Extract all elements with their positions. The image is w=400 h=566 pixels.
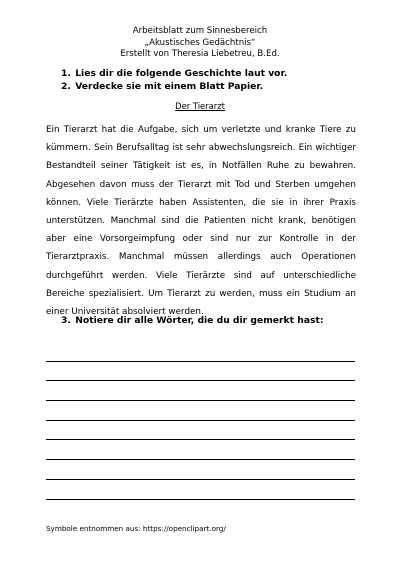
answer-line[interactable] xyxy=(46,401,355,421)
answer-line[interactable] xyxy=(46,362,355,382)
story-text: Ein Tierarzt hat die Aufgabe, sich um verletzte und kranke Tiere zu kümmern. Sein Berufsalltag ist sehr abwechslungsreich. Ein wichtiger Bestandteil seiner Tätigkeit ist es, in Notfällen Ruhe zu bewahren. Abgesehen davon muss der Tierarzt mit Tod und Sterben umgehen können. Viele Tierärzte haben Assistenten, die sie in ihrer Praxis unterstützen. Manchmal sind die Patienten nicht krank, benötigen aber eine Vorsorgeimpfung oder sind nur zur Kontrolle in der Tierarztpraxis. Manchmal müssen allerdings auch Operationen durchgeführt werden. Viele Tierärzte sind auf unterschiedliche Bereiche spezialisiert. Um Tierarzt zu werden, muss ein Studium an einer Universität absolviert werden. xyxy=(46,125,356,318)
instruction-2-number: 2. xyxy=(61,81,71,92)
answer-line[interactable] xyxy=(46,381,355,401)
answer-line[interactable] xyxy=(46,421,355,441)
instruction-3-text: Notiere dir alle Wörter, die du dir gemerkt hast: xyxy=(75,315,324,326)
worksheet-header xyxy=(0,26,400,61)
instruction-3 xyxy=(61,315,324,327)
answer-line[interactable] xyxy=(46,480,355,500)
header-title: Arbeitsblatt zum Sinnesbereich xyxy=(132,26,268,36)
instruction-3-number: 3. xyxy=(61,315,71,326)
header-topic: „Akustisches Gedächtnis“ xyxy=(144,37,256,48)
instruction-1-number: 1. xyxy=(61,68,71,79)
header-author: Erstellt von Theresia Liebetreu, B.Ed. xyxy=(120,49,280,60)
answer-lines xyxy=(46,342,355,500)
instruction-2-text: Verdecke sie mit einem Blatt Papier. xyxy=(75,81,264,92)
answer-line[interactable] xyxy=(46,460,355,480)
story-title: Der Tierarzt xyxy=(175,101,225,111)
answer-line[interactable] xyxy=(46,440,355,460)
instruction-1 xyxy=(61,68,287,80)
footer-credit: Symbole entnommen aus: https://openclipart.org/ xyxy=(46,524,226,533)
instruction-1-text: Lies dir die folgende Geschichte laut vor. xyxy=(75,68,288,79)
answer-line[interactable] xyxy=(46,342,355,362)
instruction-2 xyxy=(61,81,263,93)
